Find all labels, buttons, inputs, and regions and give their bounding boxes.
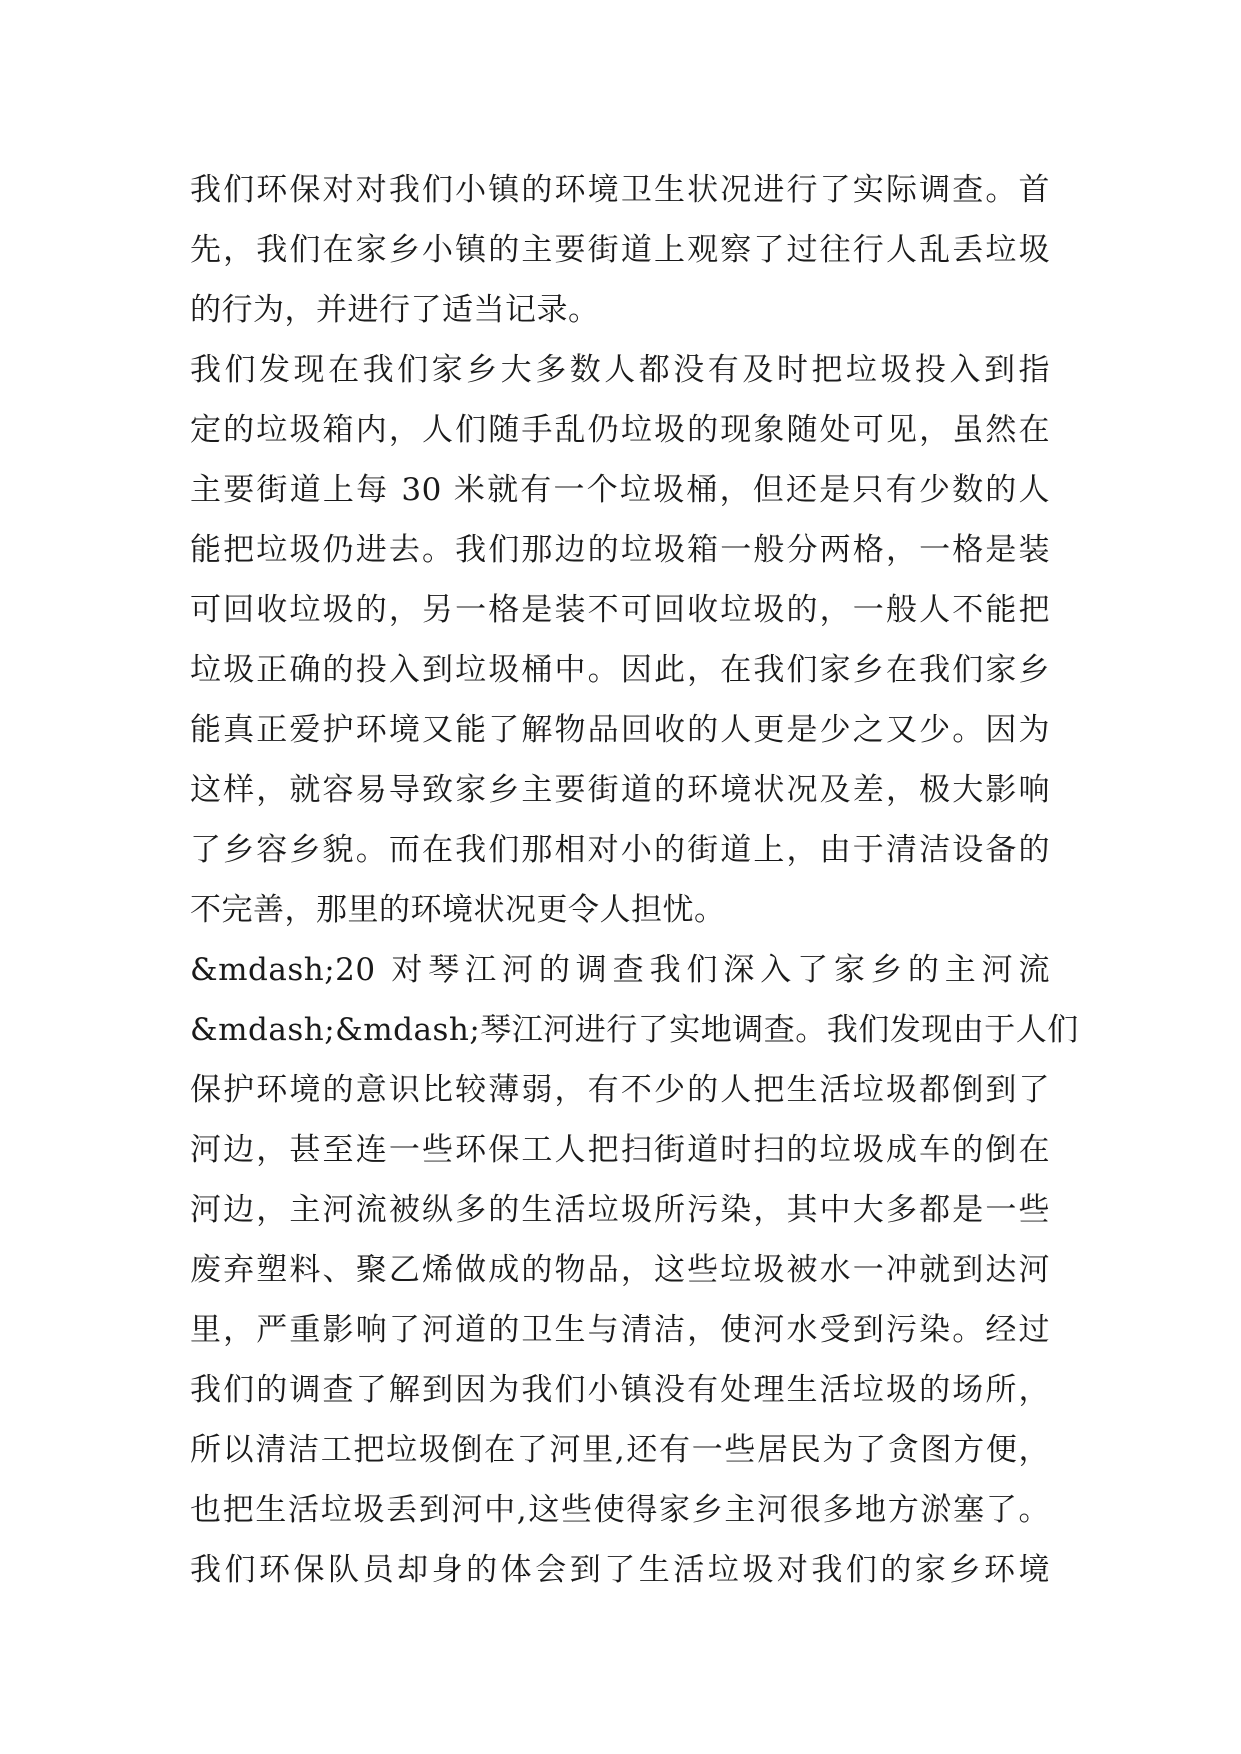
text-line: 能把垃圾仍进去。我们那边的垃圾箱一般分两格，一格是装 [190,532,1050,568]
text-line: 里，严重影响了河道的卫生与清洁，使河水受到污染。经过 [190,1312,1050,1348]
text-line: 河边，甚至连一些环保工人把扫街道时扫的垃圾成车的倒在 [190,1132,1050,1168]
text-line: 这样，就容易导致家乡主要街道的环境状况及差，极大影响 [190,772,1050,808]
text-line: 了乡容乡貌。而在我们那相对小的街道上，由于清洁设备的 [190,832,1050,868]
text-line: 我们环保对对我们小镇的环境卫生状况进行了实际调查。首 [190,172,1050,208]
text-line: 河边，主河流被纵多的生活垃圾所污染，其中大多都是一些 [190,1192,1050,1228]
text-line: &mdash;&mdash;琴江河进行了实地调查。我们发现由于人们 [190,1012,1079,1048]
text-line: 垃圾正确的投入到垃圾桶中。因此，在我们家乡在我们家乡 [190,652,1050,688]
text-line: 的行为，并进行了适当记录。 [190,292,600,328]
text-line: 也把生活垃圾丢到河中,这些使得家乡主河很多地方淤塞了。 [190,1492,1050,1528]
text-line: 我们环保队员却身的体会到了生活垃圾对我们的家乡环境 [190,1552,1050,1588]
text-line: 所以清洁工把垃圾倒在了河里,还有一些居民为了贪图方便， [190,1432,1050,1468]
text-line: 保护环境的意识比较薄弱，有不少的人把生活垃圾都倒到了 [190,1072,1050,1108]
text-line: &mdash;20 对琴江河的调查我们深入了家乡的主河流 [190,952,1050,988]
text-line: 定的垃圾箱内，人们随手乱仍垃圾的现象随处可见，虽然在 [190,412,1050,448]
text-line: 废弃塑料、聚乙烯做成的物品，这些垃圾被水一冲就到达河 [190,1252,1050,1288]
text-line: 我们发现在我们家乡大多数人都没有及时把垃圾投入到指 [190,352,1050,388]
text-line: 能真正爱护环境又能了解物品回收的人更是少之又少。因为 [190,712,1050,748]
body-text [190,160,1079,1600]
text-line: 我们的调查了解到因为我们小镇没有处理生活垃圾的场所， [190,1372,1050,1408]
text-line: 先，我们在家乡小镇的主要街道上观察了过往行人乱丢垃圾 [190,232,1050,268]
text-line: 可回收垃圾的，另一格是装不可回收垃圾的，一般人不能把 [190,592,1050,628]
text-line: 主要街道上每 30 米就有一个垃圾桶，但还是只有少数的人 [190,472,1050,508]
text-line: 不完善，那里的环境状况更令人担忧。 [190,892,726,928]
